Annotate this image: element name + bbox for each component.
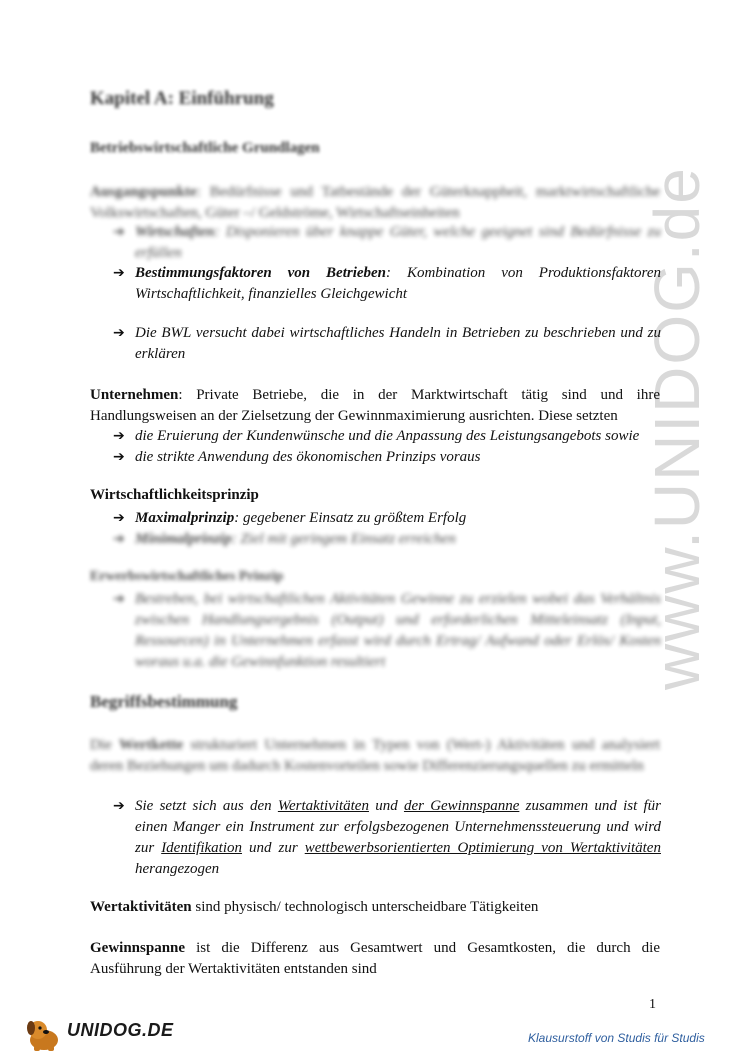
bullet-wirtschaften: [113, 222, 661, 264]
unternehmen-paragraph: [90, 385, 660, 427]
bullet-erwerbsprinzip: [113, 589, 661, 673]
ausgangspunkte-label: Ausgangspunkte: [90, 184, 197, 200]
gewinnspanne-paragraph: [90, 938, 660, 980]
arrow-icon: ➔: [113, 325, 125, 341]
bullet-maximalprinzip: [113, 508, 661, 529]
arrow-icon: ➔: [113, 510, 125, 526]
bullet-setzt-text-3: zusammen und ist für einen Manger ein Instrument zur erfolgsbezogenen Unternehmenssteuerung und wird zur: [135, 798, 662, 856]
wertkette-paragraph: [90, 735, 660, 777]
section-title-grundlagen: Betriebswirtschaftliche Grundlagen: [90, 140, 320, 156]
wertkette-text: strukturiert Unternehmen in Typen von (Wert-) Aktivitäten und analysiert deren Beziehungen um dadurch Kostenvorteilen sowie Differenzierungsquellen zu ermitteln: [90, 737, 660, 774]
bullet-bwl-text: Die BWL versucht dabei wirtschaftliches Handeln in Betrieben zu beschrieben und zu erklären: [135, 325, 661, 362]
bullet-bestimmungsfaktoren: [113, 263, 661, 305]
bullet-setzt-text-5: herangezogen: [135, 861, 220, 877]
bullet-strikte-text: die strikte Anwendung des ökonomischen Prinzips voraus: [135, 449, 481, 465]
underlined-identifikation: Identifikation: [161, 840, 243, 856]
bullet-minimalprinzip-label: Minimalprinzip: [135, 531, 232, 547]
underlined-gewinnspanne: der Gewinnspanne: [403, 798, 520, 814]
bullet-strikte: [113, 447, 661, 468]
bullet-maximalprinzip-text: : gegebener Einsatz zu größtem Erfolg: [234, 510, 467, 526]
chapter-title: Kapitel A: Einführung: [90, 88, 274, 109]
bullet-setzt-text-1: Sie setzt sich aus den: [135, 798, 278, 814]
bullet-eruierung-text: die Eruierung der Kundenwünsche und die Anpassung des Leistungsangebots sowie: [135, 428, 640, 444]
wertaktivitaeten-text: sind physisch/ technologisch unterscheidbare Tätigkeiten: [191, 899, 539, 915]
bullet-wirtschaften-label: Wirtschaften: [135, 224, 215, 240]
wertkette-label: Wertkette: [119, 737, 184, 753]
wertaktivitaeten-label: Wertaktivitäten: [90, 899, 192, 915]
bullet-maximalprinzip-label: Maximalprinzip: [135, 510, 235, 526]
bullet-wertkette-zusammensetzung: [113, 796, 661, 880]
page-number: 1: [649, 997, 656, 1012]
bullet-minimalprinzip-text: : Ziel mit geringem Einsatz erreichen: [231, 531, 456, 547]
logo-text: UNIDOG.DE: [67, 1020, 174, 1040]
bullet-eruierung: [113, 426, 661, 447]
erwerbswirtschaftliches-prinzip-heading: Erwerbswirtschaftliches Prinzip: [90, 569, 284, 584]
underlined-optimierung: wettbewerbsorientierten Optimierung von Wertaktivitäten: [304, 840, 661, 856]
unternehmen-text: : Private Betriebe, die in der Marktwirtschaft tätig sind und ihre Handlungsweisen an der Zielsetzung der Gewinnmaximierung ausrichten. Diese setzten: [90, 387, 660, 424]
ausgangspunkte-paragraph: [90, 182, 660, 224]
arrow-icon: ➔: [113, 224, 125, 240]
bullet-setzt-text-4: und zur: [242, 840, 305, 856]
footer-slogan: Klausurstoff von Studis für Studis: [528, 1031, 705, 1045]
bullet-bwl: [113, 323, 661, 365]
arrow-icon: ➔: [113, 265, 125, 281]
gewinnspanne-text: ist die Differenz aus Gesamtwert und Gesamtkosten, die durch die Ausführung der Wertaktivitäten entstanden sind: [90, 940, 660, 977]
bullet-bestimmungsfaktoren-text: : Kombination von Produktionsfaktoren Wirtschaftlichkeit, finanzielles Gleichgewicht: [135, 265, 661, 302]
watermark: www.UNIDOG.de: [641, 166, 713, 690]
unternehmen-label: Unternehmen: [90, 387, 179, 403]
ausgangspunkte-text: : Bedürfnisse und Tatbestände der Güterknappheit, marktwirtschaftliche Volkswirtschaften, Güter –/ Geldströme, Wirtschaftseinheiten: [90, 184, 660, 221]
arrow-icon: ➔: [113, 428, 125, 444]
arrow-icon: ➔: [113, 449, 125, 465]
bullet-minimalprinzip: [113, 529, 661, 550]
gewinnspanne-label: Gewinnspanne: [90, 940, 186, 956]
bullet-erwerbsprinzip-text: Bestreben, bei wirtschaftlichen Aktivitäten Gewinne zu erzielen wobei das Verhältnis zwischen Handlungsergebnis (Output) und erforderlichen Mitteleinsatz (Input, Ressourcen) in Unternehmen erfasst wird durch Ertrag/ Aufwand oder Erlös/ Kosten woraus u.a. die Gewinnfunktion resultiert: [135, 591, 661, 670]
arrow-icon: ➔: [113, 591, 125, 607]
wertkette-pre: Die: [90, 737, 120, 753]
underlined-wertaktivitaeten: Wertaktivitäten: [277, 798, 369, 814]
bullet-wirtschaften-text: : Disponieren über knappe Güter, welche geeignet sind Bedürfnisse zu erfüllen: [135, 224, 661, 261]
wirtschaftlichkeitsprinzip-heading: Wirtschaftlichkeitsprinzip: [90, 487, 259, 503]
bullet-bestimmungsfaktoren-label: Bestimmungsfaktoren von Betrieben: [135, 265, 387, 281]
bullet-setzt-text-2: und: [368, 798, 404, 814]
unidog-logo: [22, 1016, 174, 1052]
dog-icon: [22, 1016, 66, 1052]
wertaktivitaeten-paragraph: [90, 897, 660, 918]
arrow-icon: ➔: [113, 798, 125, 814]
section-title-begriffsbestimmung: Begriffsbestimmung: [90, 692, 238, 711]
arrow-icon: ➔: [113, 531, 125, 547]
